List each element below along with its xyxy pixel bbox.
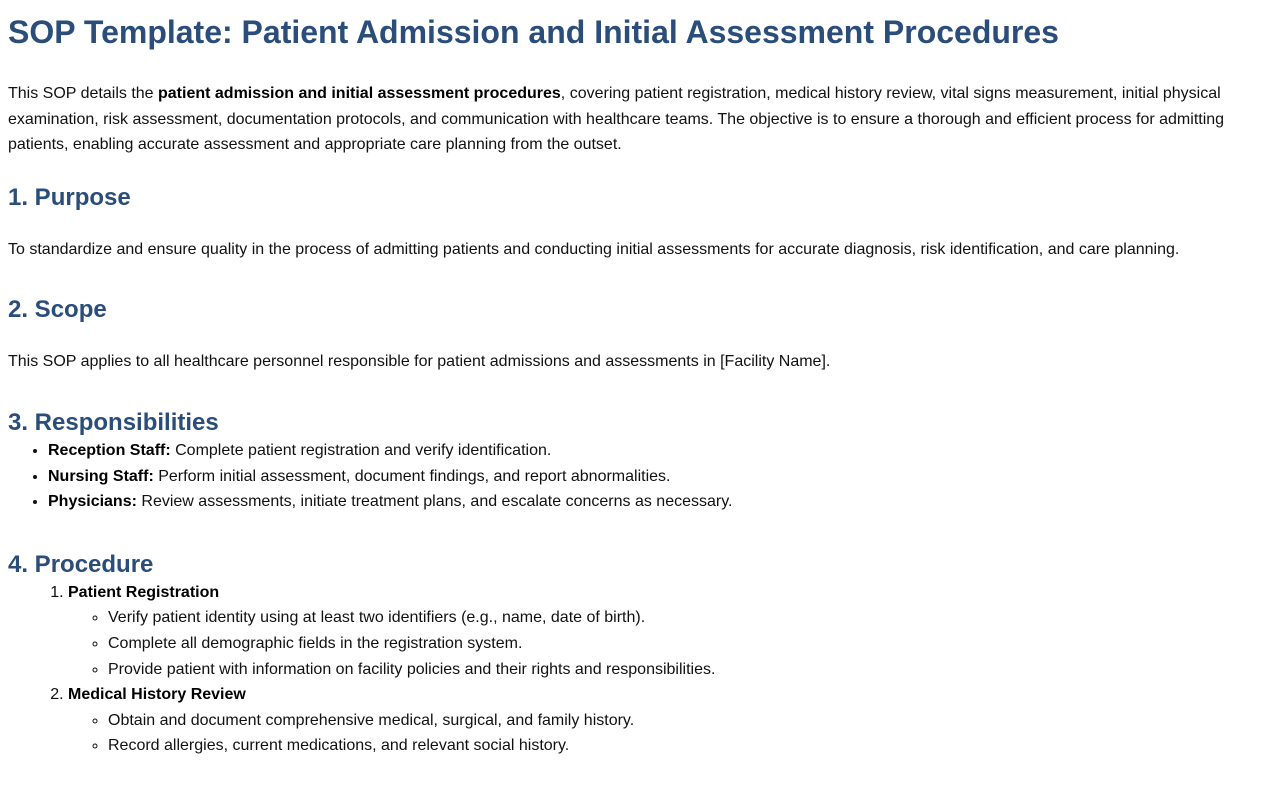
responsibilities-list <box>8 438 1255 515</box>
procedure-substep: ◦ Obtain and document comprehensive medical, surgical, and family history. <box>108 708 1255 734</box>
purpose-text: To standardize and ensure quality in the process of admitting patients and conducting initial assessments for accurate diagnosis, risk identification, and care planning. <box>8 240 1180 258</box>
procedure-substep: ◦ Record allergies, current medications, and relevant social history. <box>108 733 1255 759</box>
page-title: SOP Template: Patient Admission and Initial Assessment Procedures <box>8 14 1059 50</box>
procedure-step-registration <box>68 580 1255 682</box>
responsibility-role: Physicians: <box>48 493 137 511</box>
procedure-step-title: Medical History Review <box>68 686 246 704</box>
procedure-step-title: Patient Registration <box>68 583 220 601</box>
scope-text: This SOP applies to all healthcare personnel responsible for patient admissions and assessments in [Facility Name]. <box>8 353 831 371</box>
scope-heading: 2. Scope <box>8 296 107 324</box>
responsibility-desc: Complete patient registration and verify identification. <box>170 441 552 459</box>
intro-bold-text: patient admission and initial assessment procedures <box>158 85 561 102</box>
responsibility-desc: Review assessments, initiate treatment plans, and escalate concerns as necessary. <box>136 493 733 511</box>
responsibility-item-nursing <box>48 464 1255 490</box>
responsibility-item-physicians <box>48 489 1255 515</box>
intro-text-start: This SOP details the <box>8 85 158 102</box>
responsibility-role: Nursing Staff: <box>48 467 154 485</box>
procedure-substeps-list <box>68 605 1255 682</box>
procedure-step-medical-history <box>68 682 1255 759</box>
purpose-heading: 1. Purpose <box>8 183 131 211</box>
procedure-heading: 4. Procedure <box>8 550 154 578</box>
procedure-substep: ◦ Verify patient identity using at least two identifiers (e.g., name, date of birth). <box>108 605 1255 631</box>
responsibility-desc: Perform initial assessment, document findings, and report abnormalities. <box>153 467 671 485</box>
procedure-substeps-list <box>68 708 1255 759</box>
intro-paragraph <box>8 81 1255 158</box>
intro-text-end: , covering patient registration, medical history review, vital signs measurement, initial physical examination, risk assessment, documentation protocols, and communication with healthcare teams. The objective is to ensure a thorough and efficient process for admitting patients, enabling accurate assessment and appropriate care planning from the outset. <box>8 85 1225 154</box>
responsibility-role: Reception Staff: <box>48 441 171 459</box>
procedure-steps-list <box>8 580 1255 759</box>
responsibilities-heading: 3. Responsibilities <box>8 408 219 436</box>
procedure-substep: ◦ Provide patient with information on facility policies and their rights and responsibilities. <box>108 657 1255 683</box>
responsibility-item-reception <box>48 438 1255 464</box>
procedure-substep: ◦ Complete all demographic fields in the registration system. <box>108 631 1255 657</box>
